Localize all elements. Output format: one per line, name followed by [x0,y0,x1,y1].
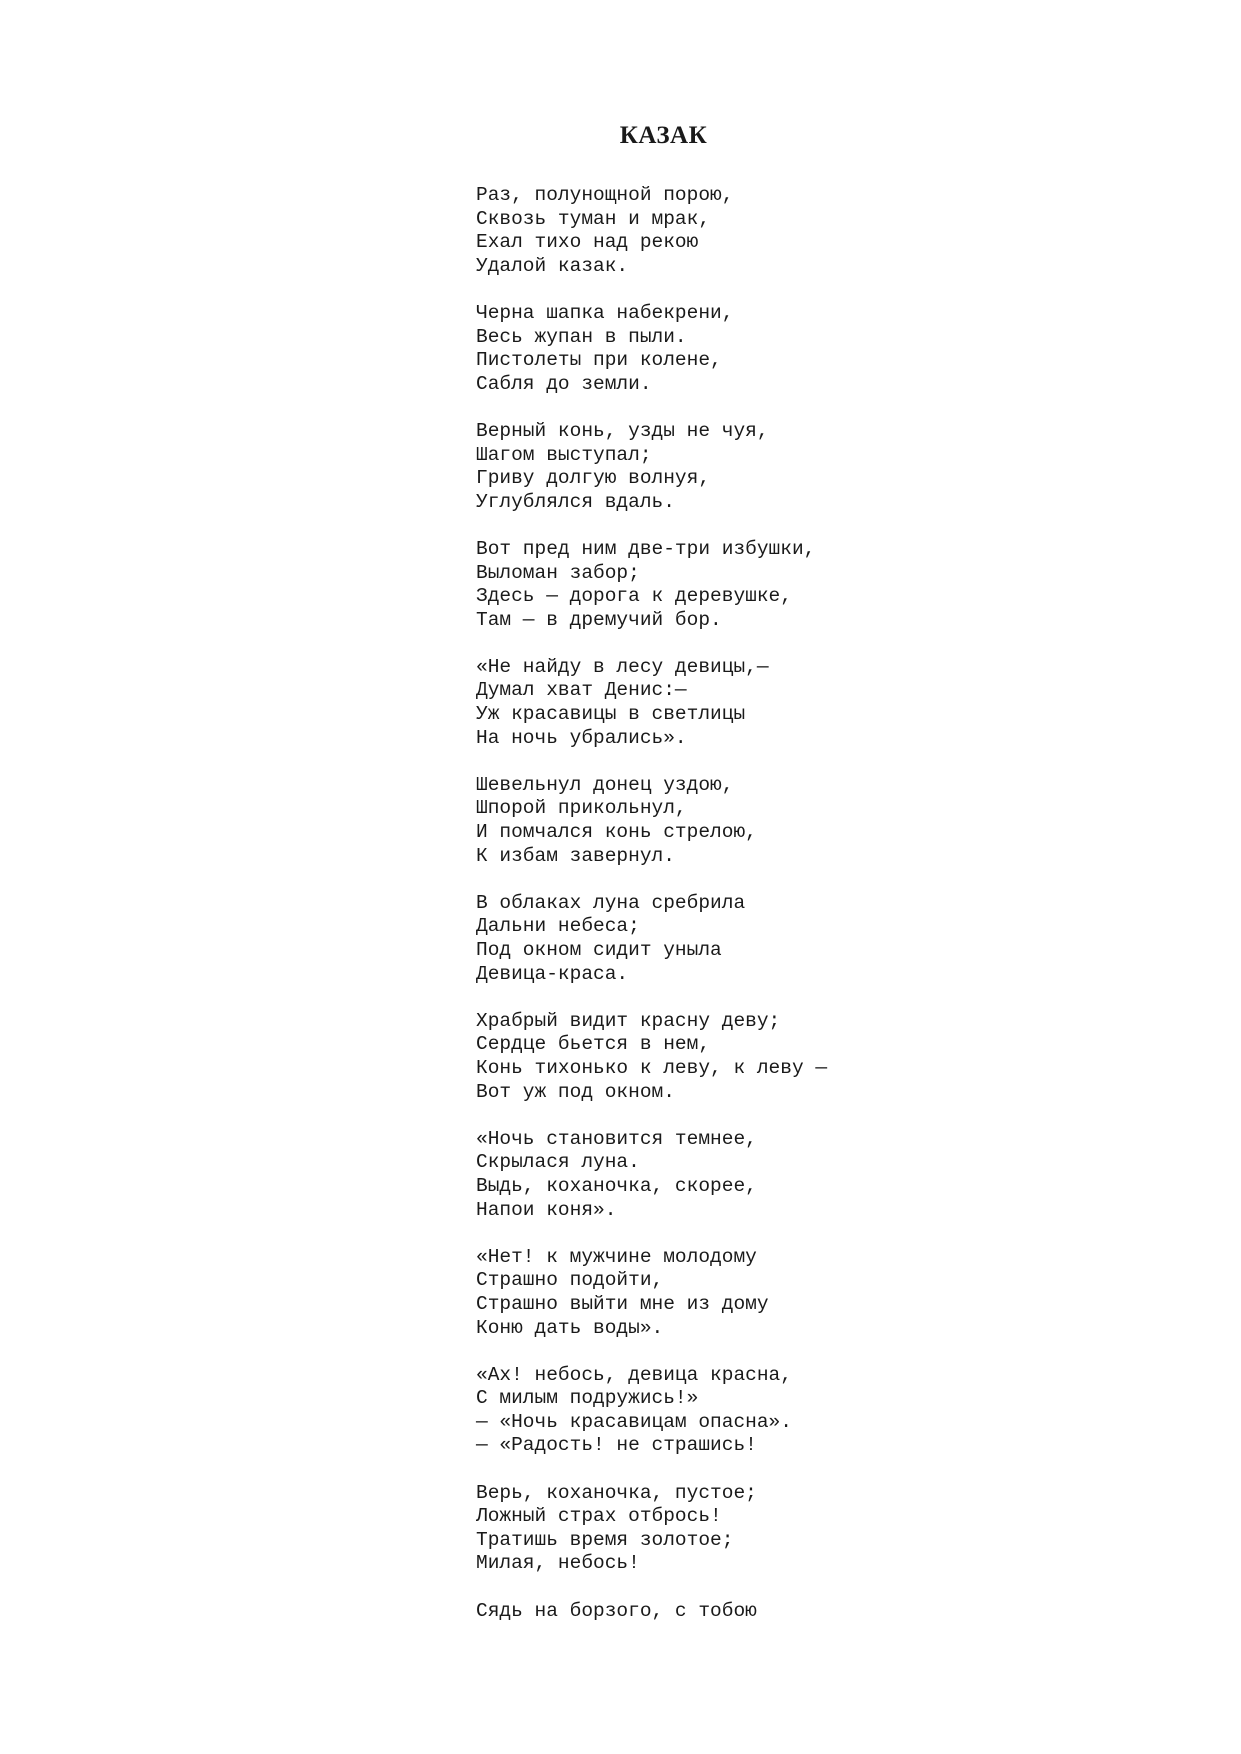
poem-line: «Ах! небось, девица красна, [476,1363,792,1386]
poem-line: «Нет! к мужчине молодому [476,1245,757,1268]
poem-line: Выдь, коханочка, скорее, [476,1174,757,1197]
poem-line: Дальни небеса; [476,915,640,938]
stanza [476,1128,827,1222]
poem-line: Углублялся вдаль. [476,490,675,513]
poem-line: Весь жупан в пыли. [476,325,687,348]
stanza [476,892,827,986]
poem-line: Вот уж под окном. [476,1080,675,1103]
poem-line: Пистолеты при колене, [476,349,722,372]
poem-line: Конь тихонько к леву, к леву — [476,1056,828,1079]
poem-line: Шевельнул донец уздою, [476,773,734,796]
poem-line: Уж красавицы в светлицы [476,703,746,726]
poem-line: Гриву долгую волнуя, [476,467,711,490]
poem-line: Коню дать воды». [476,1316,664,1339]
poem-line: Храбрый видит красну деву; [476,1009,781,1032]
poem-line: «Ночь становится темнее, [476,1127,757,1150]
poem-line: Верь, коханочка, пустое; [476,1481,757,1504]
poem-line: Верный конь, узды не чуя, [476,419,769,442]
stanza [476,420,827,514]
stanza [476,538,827,632]
stanza [476,656,827,750]
poem-line: Ложный страх отбрось! [476,1505,722,1528]
stanza [476,1246,827,1340]
poem-line: Под окном сидит уныла [476,939,722,961]
poem-line: Сердце бьется в нем, [476,1033,711,1056]
poem-line: Тратишь время золотое; [476,1528,734,1551]
poem-line: Напои коня». [476,1198,617,1221]
stanza [476,1010,827,1104]
poem-line: Девица-краса. [476,962,629,985]
poem-line: Милая, небось! [476,1552,640,1575]
poem-line: Раз, полунощной порою, [476,184,734,206]
stanza [476,1482,827,1576]
poem-line: Страшно выйти мне из дому [476,1292,769,1315]
poem-line: Там — в дремучий бор. [476,608,722,631]
poem-line: К избам завернул. [476,844,675,867]
poem-line: Здесь — дорога к деревушке, [476,585,792,608]
poem-line: Сядь на борзого, с тобою [476,1599,757,1622]
poem-line: — «Ночь красавицам опасна». [476,1410,792,1433]
poem-line: На ночь убрались». [476,726,687,749]
poem-line: Сквозь туман и мрак, [476,207,711,230]
poem-line: Шагом выступал; [476,443,652,466]
stanza [476,302,827,396]
poem-title: КАЗАК [619,122,708,149]
poem-line: Сабля до земли. [476,372,652,395]
poem-line: Думал хват Денис:— [476,679,687,702]
poem-line: Удалой казак. [476,254,629,277]
poem-line: Скрылася луна. [476,1151,640,1174]
poem-line: И помчался конь стрелою, [476,821,757,844]
poem-line: Вот пред ним две-три избушки, [476,537,816,560]
poem-line: Выломан забор; [476,561,640,584]
poem-line: С милым подружись!» [476,1387,699,1410]
poem-body [476,184,827,1647]
poem-line: Ехал тихо над рекою [476,231,699,254]
poem-line: «Не найду в лесу девицы,— [476,655,769,678]
stanza [476,184,827,278]
stanza [476,1600,827,1624]
poem-line: — «Радость! не страшись! [476,1434,757,1457]
poem-line: В облаках луна сребрила [476,891,746,914]
poem-line: Страшно подойти, [476,1269,664,1292]
poem-line: Черна шапка набекрени, [476,301,734,324]
stanza [476,774,827,868]
stanza [476,1364,827,1458]
poem-line: Шпорой прикольнул, [476,797,687,820]
